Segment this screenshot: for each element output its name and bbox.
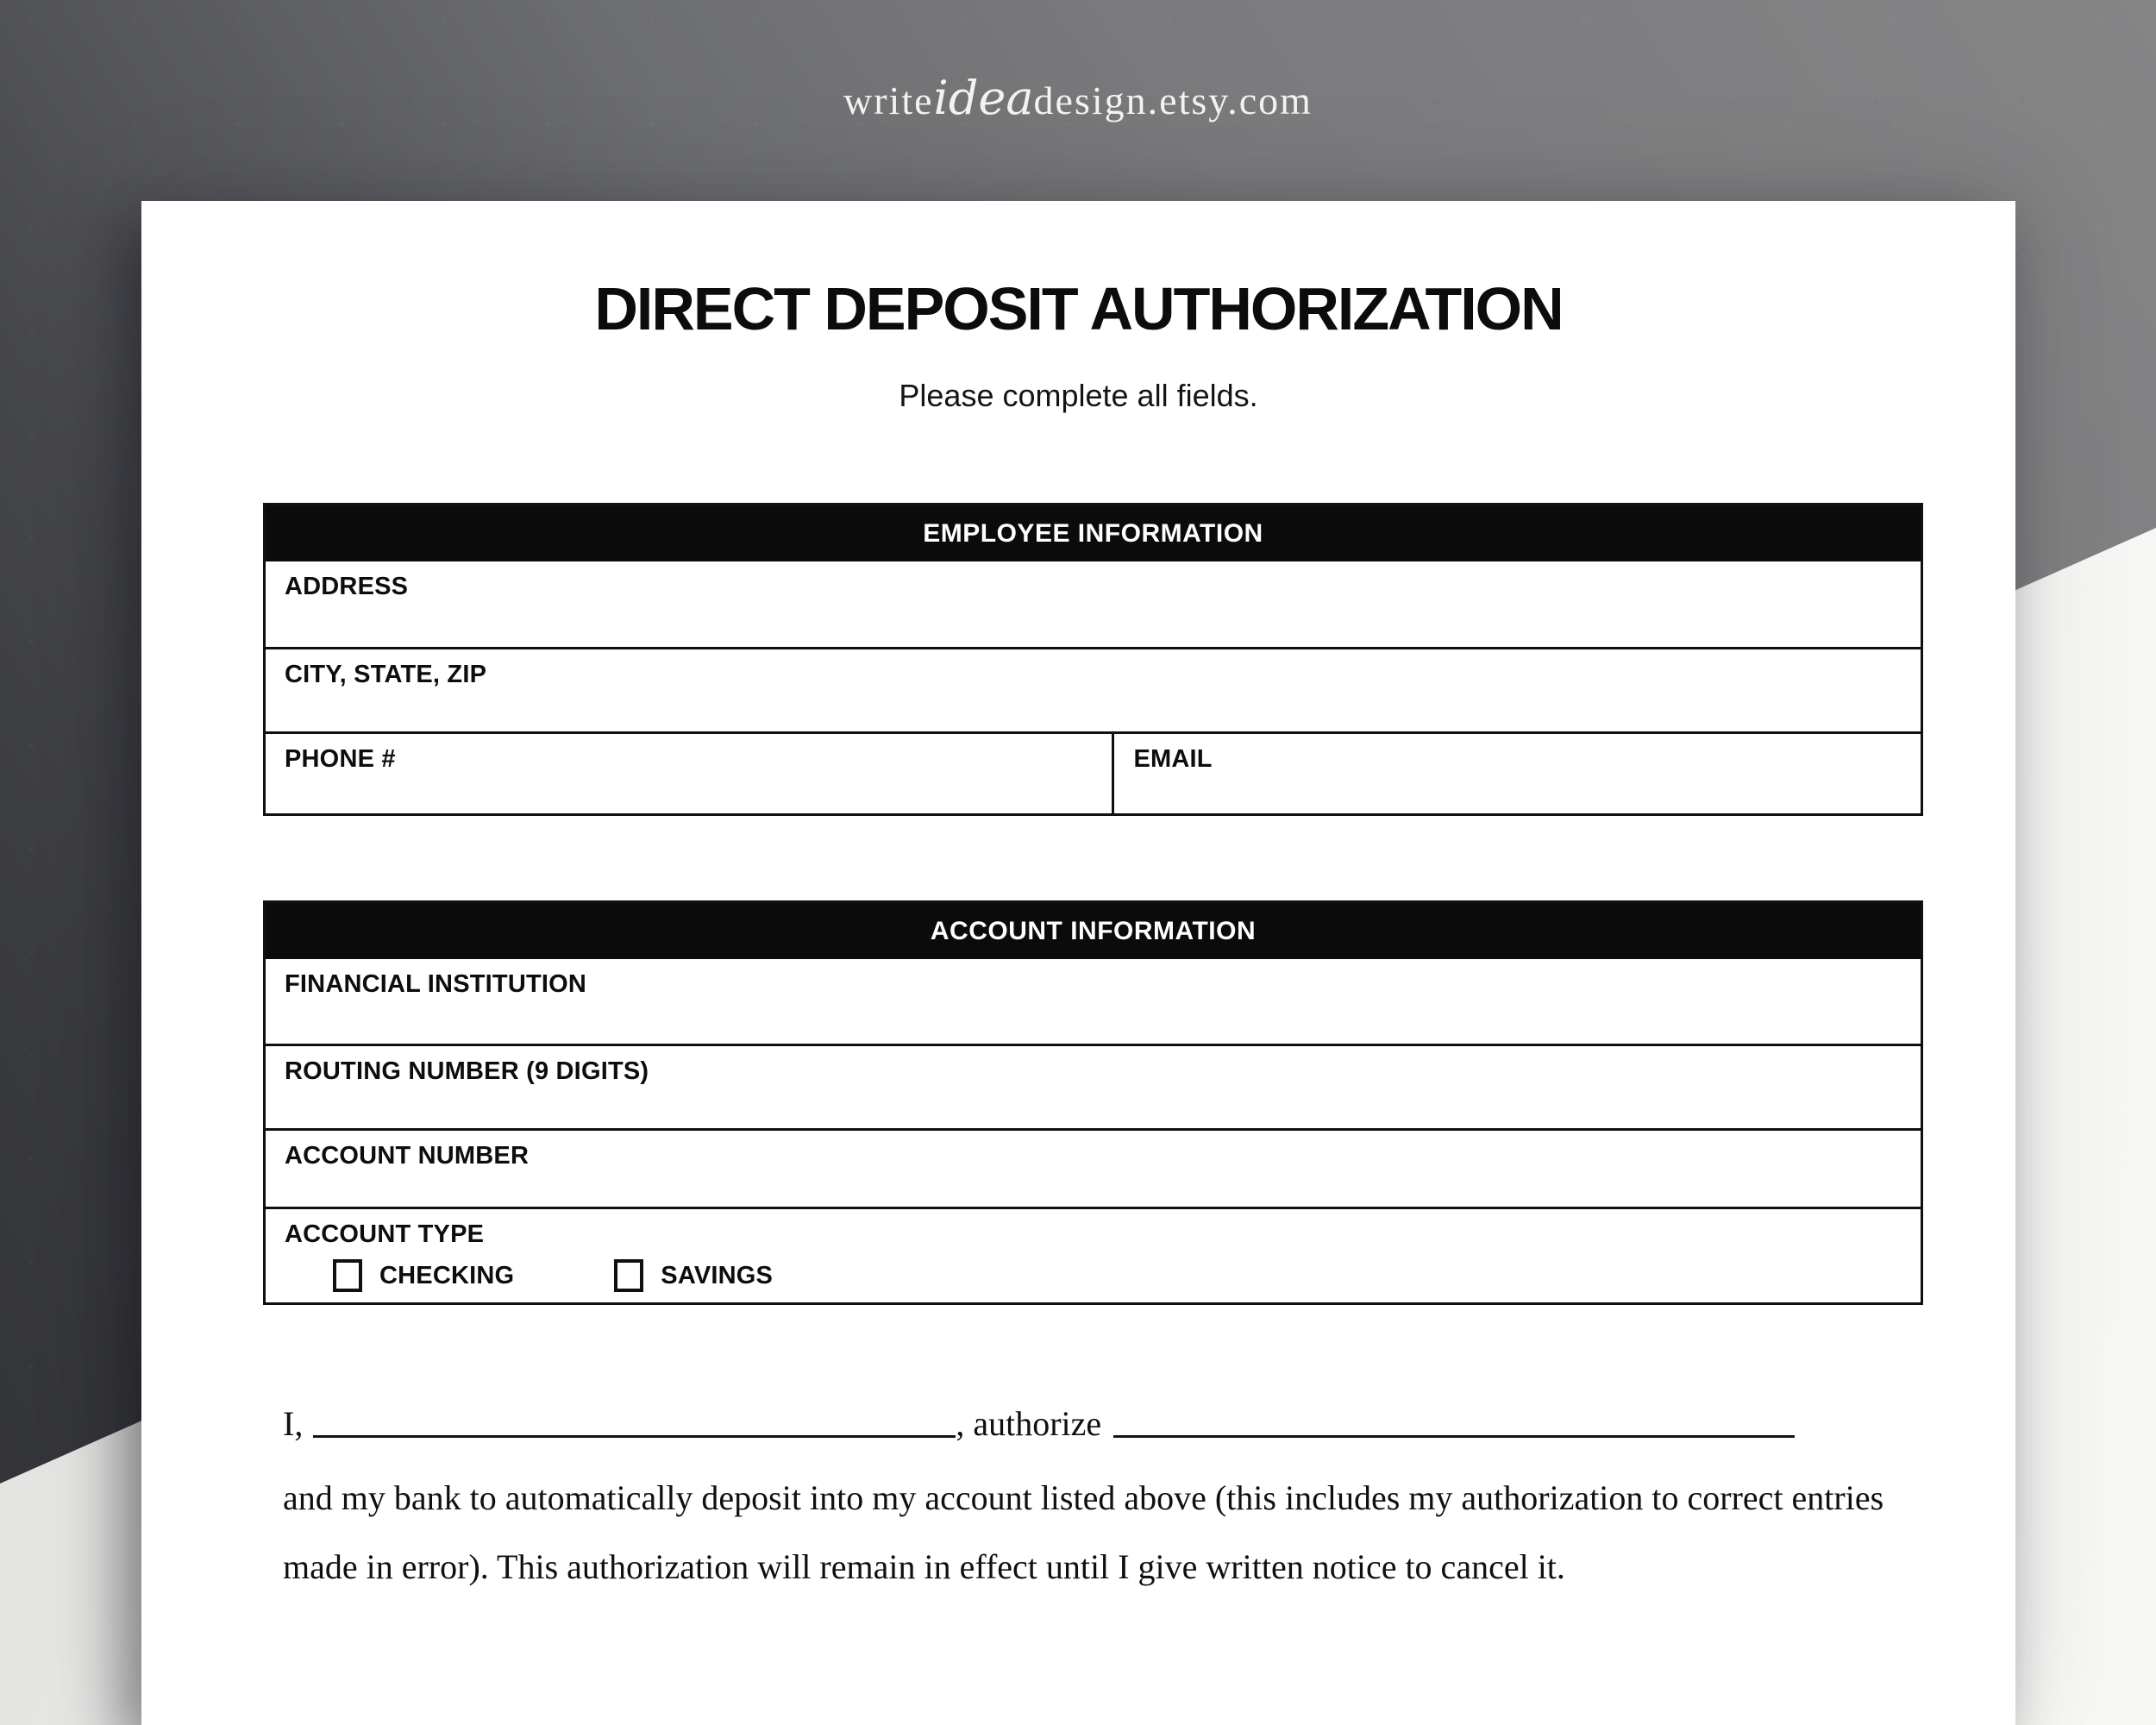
phone-field-cell[interactable] <box>266 734 1114 813</box>
employee-name-blank[interactable] <box>313 1431 956 1438</box>
site-watermark <box>0 71 2156 125</box>
checking-checkbox[interactable] <box>333 1259 362 1292</box>
email-label: EMAIL <box>1133 745 1213 773</box>
account-information-header-bar <box>266 903 1921 959</box>
authorization-body-text: and my bank to automatically deposit into my account listed above (this includes my authorization to correct entries made in error). This authorization will remain in effect until I give written notice to cancel it. <box>283 1478 1884 1586</box>
authorization-connector: , authorize <box>956 1404 1102 1443</box>
phone-email-row <box>266 731 1921 813</box>
address-label: ADDRESS <box>285 573 409 600</box>
savings-label: SAVINGS <box>661 1261 774 1289</box>
email-field-cell[interactable] <box>1114 734 1921 813</box>
financial-institution-label: FINANCIAL INSTITUTION <box>285 970 587 998</box>
employee-information-header-bar <box>266 505 1921 561</box>
savings-checkbox[interactable] <box>614 1259 643 1292</box>
company-name-blank[interactable] <box>1113 1431 1795 1438</box>
account-number-field-cell[interactable] <box>266 1128 1921 1207</box>
account-type-label: ACCOUNT TYPE <box>285 1220 485 1248</box>
address-field-cell[interactable] <box>266 561 1921 647</box>
financial-institution-field-cell[interactable] <box>266 959 1921 1044</box>
watermark-post: design.etsy.com <box>1033 78 1313 122</box>
form-subtitle: Please complete all fields. <box>899 378 1258 413</box>
account-information-table <box>263 900 1923 1305</box>
authorization-lead-in: I, <box>283 1404 304 1443</box>
authorization-statement <box>283 1389 1926 1602</box>
phone-label: PHONE # <box>285 745 396 773</box>
account-information-header-label: ACCOUNT INFORMATION <box>930 916 1257 945</box>
checking-label: CHECKING <box>379 1261 515 1289</box>
city-state-zip-field-cell[interactable] <box>266 647 1921 731</box>
watermark-script: idea <box>933 71 1034 125</box>
city-state-zip-label: CITY, STATE, ZIP <box>285 661 487 688</box>
account-type-row <box>266 1207 1921 1302</box>
account-type-options <box>333 1259 773 1292</box>
employee-information-header-label: EMPLOYEE INFORMATION <box>923 518 1263 548</box>
routing-number-label: ROUTING NUMBER (9 DIGITS) <box>285 1057 649 1085</box>
employee-information-table <box>263 503 1923 816</box>
form-document <box>141 201 2015 1725</box>
watermark-pre: write <box>843 78 934 122</box>
form-title: DIRECT DEPOSIT AUTHORIZATION <box>594 275 1563 342</box>
authorization-line1 <box>283 1389 1926 1458</box>
routing-number-field-cell[interactable] <box>266 1044 1921 1128</box>
account-number-label: ACCOUNT NUMBER <box>285 1142 530 1170</box>
